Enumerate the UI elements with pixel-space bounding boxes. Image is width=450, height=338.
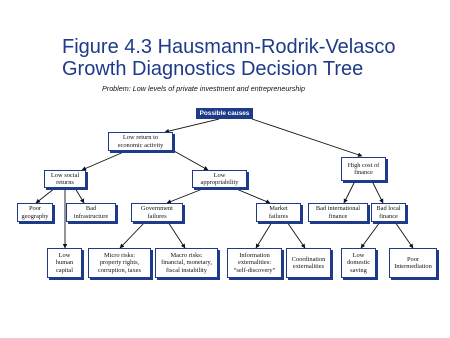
- figure-title-line-2: Growth Diagnostics Decision Tree: [62, 58, 364, 80]
- node-macro-risks-label: Macro risks: financial, monetary, fiscal instability: [161, 251, 212, 274]
- node-low-domestic-saving-label: Low domestic saving: [346, 251, 371, 274]
- arrow-low-appropriability-to-government-failures: [167, 188, 205, 203]
- node-poor-intermediation: [389, 248, 437, 278]
- node-low-human-capital-label: Low human capital: [55, 251, 74, 274]
- node-micro-risks-label: Micro risks: property rights, corruption, taxes: [98, 251, 141, 274]
- node-possible-causes-label: Possible causes: [199, 109, 250, 117]
- arrow-root-to-high-cost: [252, 119, 362, 156]
- node-bad-international-finance: [308, 203, 368, 222]
- node-government-failures-label: Government failures: [141, 205, 173, 220]
- node-coordination-externalities: [286, 248, 331, 278]
- node-bad-international-finance-label: Bad international finance: [315, 205, 361, 220]
- arrow-bad-local-finance-to-low-domestic-saving: [361, 222, 380, 248]
- node-bad-infrastructure-label: Bad infrastructure: [73, 205, 109, 220]
- node-poor-geography: [17, 203, 53, 222]
- node-information-externalities: [227, 248, 282, 278]
- node-market-failures: [256, 203, 301, 222]
- node-high-cost-of-finance: [341, 157, 386, 181]
- node-possible-causes: [196, 108, 253, 119]
- node-market-failures-label: Market failures: [268, 205, 289, 220]
- node-low-appropriability: [192, 170, 247, 188]
- problem-statement: Problem: Low levels of private investment and entrepreneurship: [102, 84, 305, 93]
- node-low-social-returns: [44, 170, 86, 188]
- node-coordination-externalities-label: Coordination externalities: [291, 255, 326, 270]
- arrow-low-social-returns-to-bad-infrastructure: [75, 188, 84, 203]
- node-government-failures: [131, 203, 183, 222]
- node-high-cost-of-finance-label: High cost of finance: [347, 161, 380, 176]
- node-low-human-capital: [47, 248, 82, 278]
- node-low-return: [108, 132, 173, 151]
- arrow-low-appropriability-to-market-failures: [234, 188, 270, 203]
- node-macro-risks: [155, 248, 218, 278]
- arrow-high-cost-to-bad-local-finance: [372, 181, 383, 203]
- node-bad-local-finance-label: Bad local finance: [376, 205, 401, 220]
- node-low-social-returns-label: Low social returns: [50, 171, 80, 186]
- arrow-market-failures-to-information-externalities: [256, 222, 272, 248]
- arrow-high-cost-to-bad-international-finance: [344, 181, 355, 203]
- node-bad-local-finance: [371, 203, 406, 222]
- node-information-externalities-label: Information externalities: “self-discovery”: [233, 251, 276, 274]
- arrow-low-return-to-low-social-returns: [82, 151, 126, 170]
- node-bad-infrastructure: [66, 203, 116, 222]
- arrow-bad-local-finance-to-poor-intermediation: [395, 222, 413, 248]
- figure-title-line-1: Figure 4.3 Hausmann-Rodrik-Velasco: [62, 36, 396, 58]
- node-low-return-label: Low return to economic activity: [117, 134, 164, 149]
- node-low-appropriability-label: Low appropriability: [200, 171, 239, 186]
- arrow-government-failures-to-micro-risks: [120, 222, 145, 248]
- arrow-government-failures-to-macro-risks: [168, 222, 185, 248]
- arrow-market-failures-to-coordination-externalities: [287, 222, 305, 248]
- arrow-low-social-returns-to-poor-geography: [36, 188, 55, 203]
- arrow-low-return-to-low-appropriability: [174, 151, 208, 170]
- node-poor-geography-label: Poor geography: [21, 205, 49, 220]
- node-low-domestic-saving: [341, 248, 376, 278]
- arrow-root-to-low-return: [165, 119, 219, 132]
- node-poor-intermediation-label: Poor Intermediation: [394, 255, 432, 270]
- node-micro-risks: [88, 248, 151, 278]
